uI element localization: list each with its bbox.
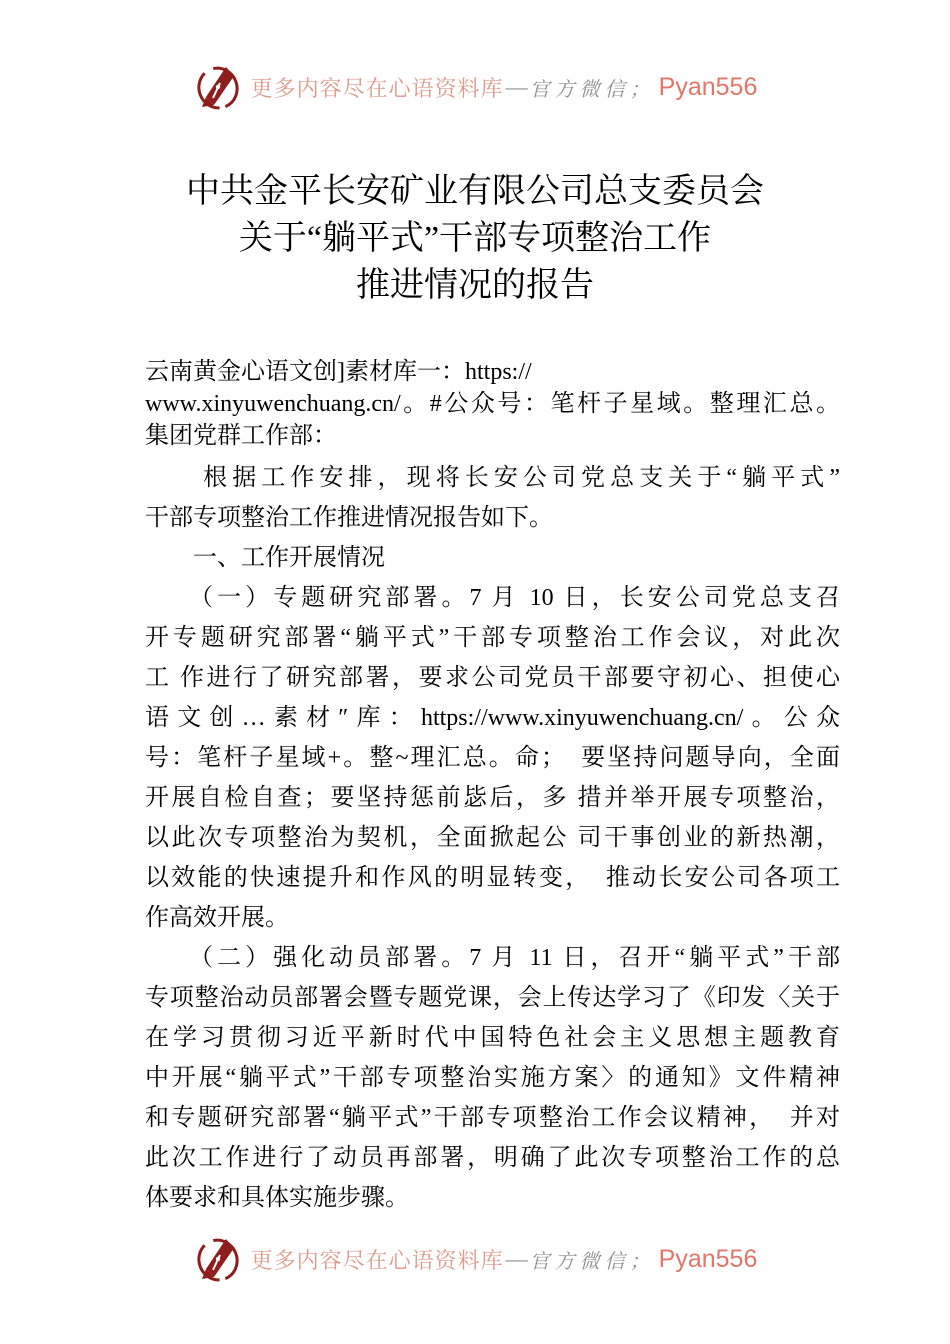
- body-line: 号：笔杆子星域+。整~理汇总。命； 要坚持问题导向，全面: [145, 745, 840, 771]
- body-line: （一）专题研究部署。7 月 10 日，长安公司党总支召: [145, 585, 840, 611]
- notice-block: [145, 356, 840, 452]
- watermark-brand-text: 更多内容尽在心语资料库: [250, 75, 504, 101]
- footer-watermark: [0, 1230, 950, 1288]
- watermark-wechat-id: Pyan556: [658, 1244, 758, 1273]
- body-line: 根据工作安排，现将长安公司党总支关于“躺平式”: [145, 465, 840, 491]
- title-line-1: 中共金平长安矿业有限公司总支委员会: [186, 173, 764, 210]
- watermark-wechat-label: 官方微信；: [529, 1250, 655, 1273]
- title-line-2: 关于“躺平式”干部专项整治工作: [238, 220, 712, 257]
- document-body: [145, 458, 840, 1218]
- body-line: 中开展“躺平式”干部专项整治实施方案〉的通知》文件精神: [145, 1065, 840, 1091]
- body-line: 此次工作进行了动员再部署，明确了此次专项整治工作的总: [145, 1145, 840, 1171]
- body-line: 一、工作开展情况: [145, 545, 385, 571]
- body-line: 以此次专项整治为契机，全面掀起公 司干事创业的新热潮，: [145, 825, 840, 851]
- body-line: 和专题研究部署“躺平式”干部专项整治工作会议精神， 并对: [145, 1105, 840, 1131]
- document-title: [0, 168, 950, 309]
- title-line-3: 推进情况的报告: [356, 267, 594, 304]
- pen-nib-logo-icon: [193, 61, 243, 113]
- watermark-dash: —: [505, 74, 528, 99]
- body-line: 开展自检自查；要坚持惩前毖后，多 措并举开展专项整治，: [145, 785, 840, 811]
- salutation: 集团党群工作部：: [145, 423, 337, 449]
- body-line: 干部专项整治工作推进情况报告如下。: [145, 505, 553, 531]
- body-line: 体要求和具体实施步骤。: [145, 1185, 409, 1211]
- notice-line: 云南黄金心语文创]素材库一：https://: [145, 359, 532, 385]
- pen-nib-logo-icon: [193, 1233, 243, 1285]
- watermark-wechat-label: 官方微信；: [529, 78, 655, 101]
- watermark-wechat-id: Pyan556: [658, 72, 758, 101]
- watermark-brand-text: 更多内容尽在心语资料库: [250, 1247, 504, 1273]
- body-line: 专项整治动员部署会暨专题党课，会上传达学习了《印发〈关于: [145, 985, 840, 1011]
- body-line: 语文创…素材″库：https://www.xinyuwenchuang.cn/。公众: [145, 705, 840, 731]
- watermark-dash: —: [505, 1246, 528, 1271]
- header-watermark: [0, 58, 950, 116]
- body-line: 在学习贯彻习近平新时代中国特色社会主义思想主题教育: [145, 1025, 840, 1051]
- body-line: 工 作进行了研究部署，要求公司党员干部要守初心、担使心: [145, 665, 840, 691]
- body-line: （二）强化动员部署。7 月 11 日，召开“躺平式”干部: [145, 945, 840, 971]
- notice-line: www.xinyuwenchuang.cn/。#公众号：笔杆子星域。整理汇总。: [145, 391, 840, 417]
- body-line: 以效能的快速提升和作风的明显转变， 推动长安公司各项工: [145, 865, 840, 891]
- body-line: 开专题研究部署“躺平式”干部专项整治工作会议，对此次: [145, 625, 840, 651]
- body-line: 作高效开展。: [145, 905, 289, 931]
